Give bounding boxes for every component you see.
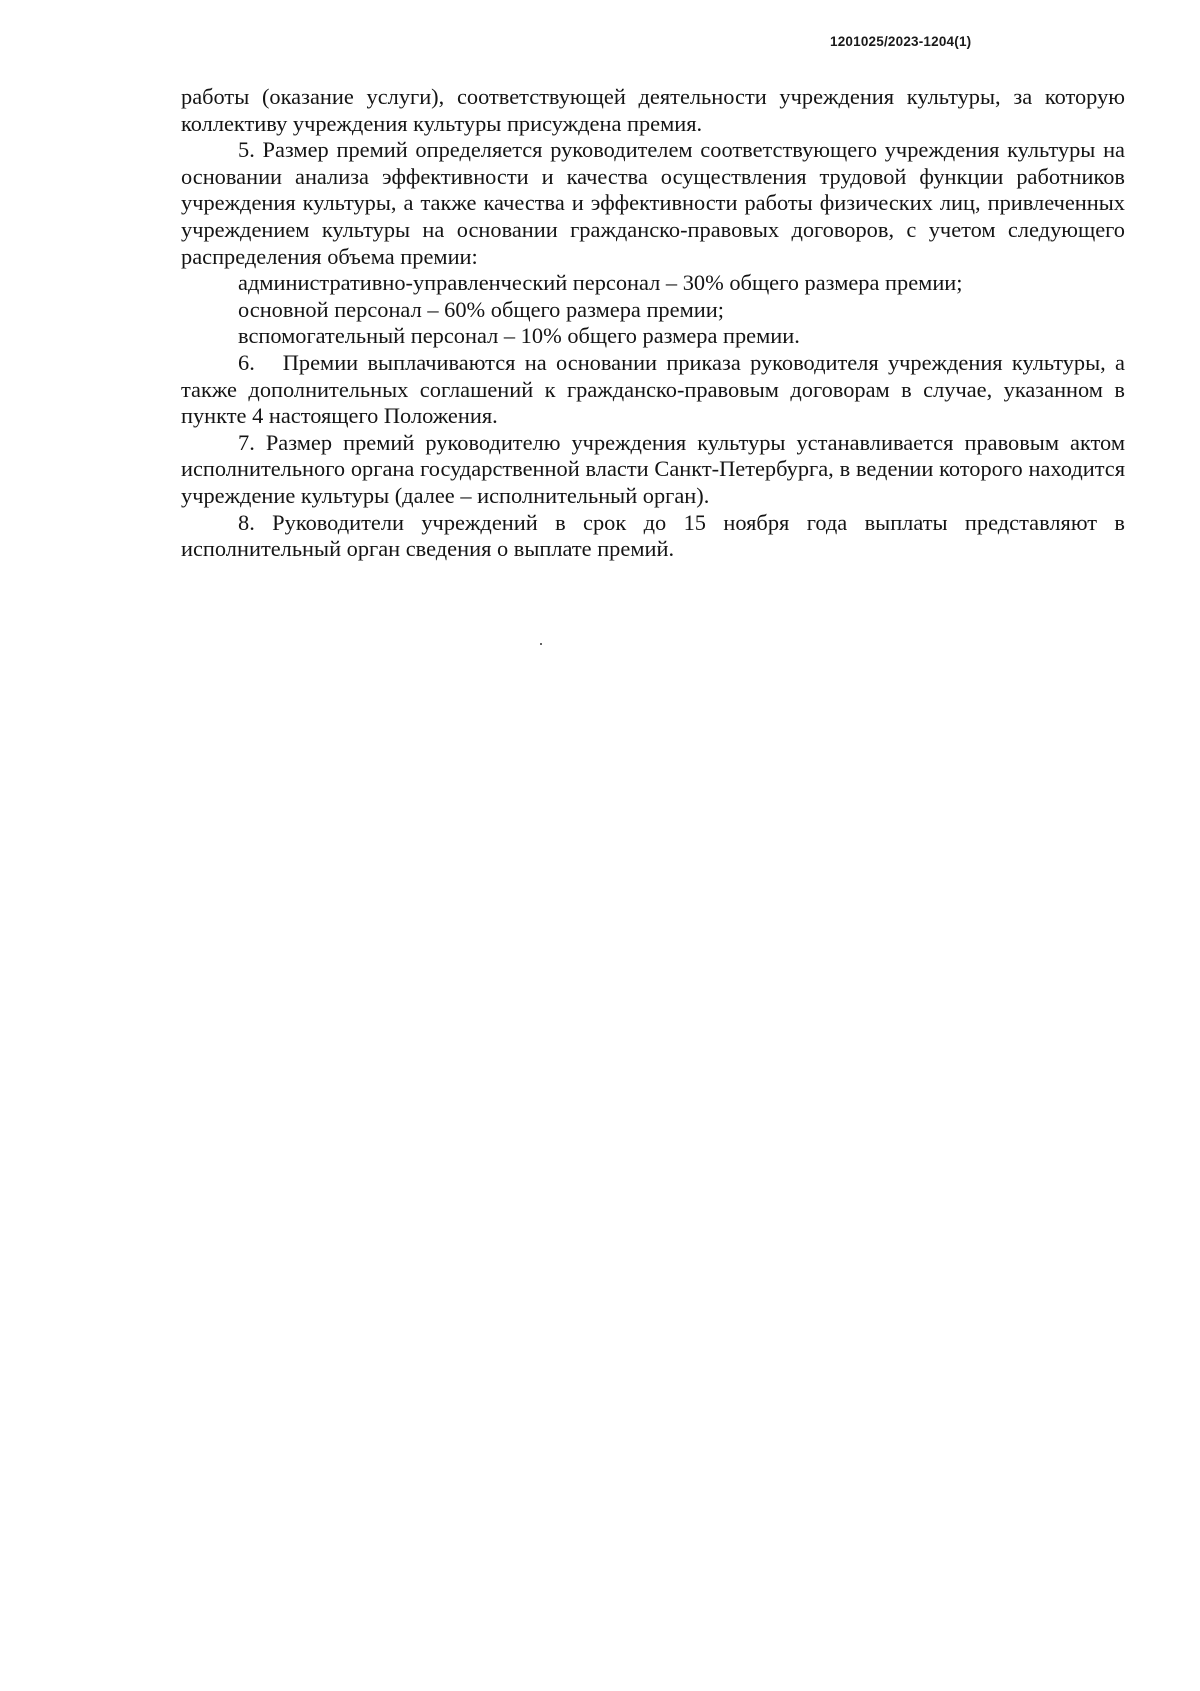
- paragraph-item-8: 8. Руководители учреждений в срок до 15 ноября года выплаты представляют в исполнительный орган сведения о выплате премий.: [181, 509, 1125, 562]
- paragraph-main-staff-share: основной персонал – 60% общего размера премии;: [238, 296, 724, 322]
- paragraph-admin-staff-share: административно-управленческий персонал – 30% общего размера премии;: [238, 270, 963, 296]
- paragraph-item-6: 6. Премии выплачиваются на основании приказа руководителя учреждения культуры, а также дополнительных соглашений к гражданско-правовым договорам в случае, указанном в пункте 4 настоящего Положения.: [181, 349, 1125, 429]
- paragraph-continuation: работы (оказание услуги), соответствующей деятельности учреждения культуры, за которую коллективу учреждения культуры присуждена премия.: [181, 84, 1125, 136]
- paragraph-support-staff-share: вспомогательный персонал – 10% общего размера премии.: [238, 323, 800, 349]
- paragraph-item-7: 7. Размер премий руководителю учреждения культуры устанавливается правовым актом исполнительного органа государственной власти Санкт-Петербурга, в ведении которого находится учреждение культуры (далее – исполнительный орган).: [181, 429, 1125, 508]
- document-number: 1201025/2023-1204(1): [830, 34, 972, 49]
- paragraph-item-5: 5. Размер премий определяется руководителем соответствующего учреждения культуры на основании анализа эффективности и качества осуществления трудовой функции работников учреждения культуры, а также качества и эффективности работы физических лиц, привлеченных учреждением культуры на основании гражданско-правовых договоров, с учетом следующего распределения объема премии:: [181, 137, 1125, 269]
- document-body: [181, 84, 1125, 563]
- scan-speck: [540, 643, 542, 645]
